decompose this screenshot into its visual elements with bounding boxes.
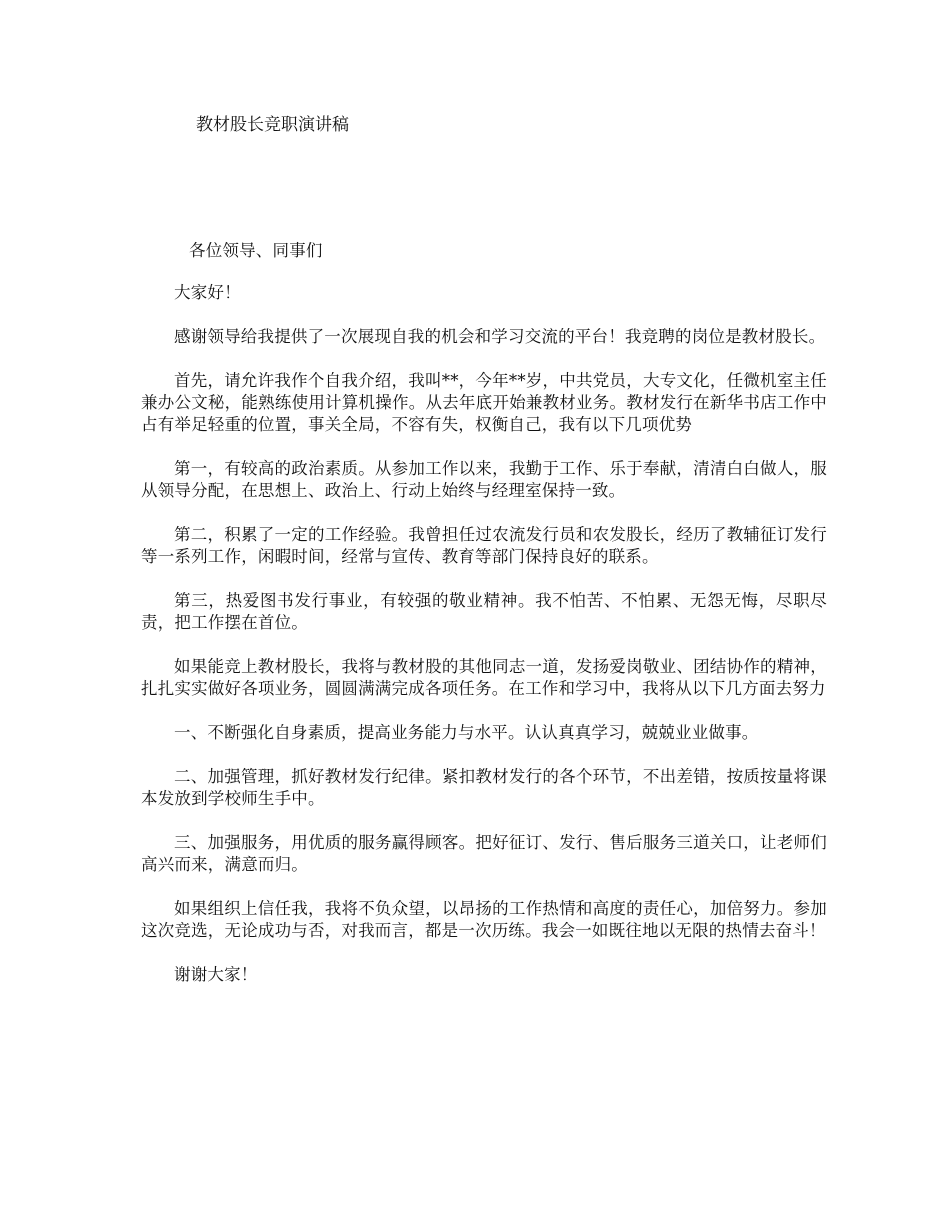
paragraph: 如果组织上信任我，我将不负众望，以昂扬的工作热情和高度的责任心，加倍努力。参加这次竞选，无论成功与否，对我而言，都是一次历练。我会一如既往地以无限的热情去奋斗！ — [141, 899, 827, 940]
paragraph: 首先，请允许我作个自我介绍，我叫**，今年**岁，中共党员，大专文化，任微机室主任兼办公文秘，能熟练使用计算机操作。从去年底开始兼教材业务。教材发行在新华书店工作中占有举足轻重的位置，事关全局，不容有失，权衡自己，我有以下几项优势 — [141, 371, 827, 434]
salutation: 各位领导、同事们 — [189, 241, 323, 260]
paragraph: 如果能竞上教材股长，我将与教材股的其他同志一道，发扬爱岗敬业、团结协作的精神，扎扎实实做好各项业务，圆圆满满完成各项任务。在工作和学习中，我将从以下几方面去努力 — [141, 657, 827, 698]
paragraph: 谢谢大家！ — [174, 965, 258, 984]
paragraph: 第三，热爱图书发行事业，有较强的敬业精神。我不怕苦、不怕累、无怨无悔，尽职尽责，把工作摆在首位。 — [141, 591, 827, 632]
paragraph: 感谢领导给我提供了一次展现自我的机会和学习交流的平台！我竞聘的岗位是教材股长。 — [174, 327, 826, 346]
paragraph: 大家好！ — [174, 283, 241, 302]
paragraph: 第一，有较高的政治素质。从参加工作以来，我勤于工作、乐于奉献，清清白白做人，服从领导分配，在思想上、政治上、行动上始终与经理室保持一致。 — [141, 459, 827, 500]
document-body — [141, 240, 827, 1008]
paragraph: 二、加强管理，抓好教材发行纪律。紧扣教材发行的各个环节，不出差错，按质按量将课本发放到学校师生手中。 — [141, 767, 827, 808]
paragraph: 第二，积累了一定的工作经验。我曾担任过农流发行员和农发股长，经历了教辅征订发行等一系列工作，闲暇时间，经常与宣传、教育等部门保持良好的联系。 — [141, 525, 827, 566]
document-title: 教材股长竞职演讲稿 — [196, 115, 349, 135]
paragraph: 三、加强服务，用优质的服务赢得顾客。把好征订、发行、售后服务三道关口，让老师们高兴而来，满意而归。 — [141, 833, 827, 874]
paragraph: 一、不断强化自身素质，提高业务能力与水平。认认真真学习，兢兢业业做事。 — [174, 723, 759, 742]
